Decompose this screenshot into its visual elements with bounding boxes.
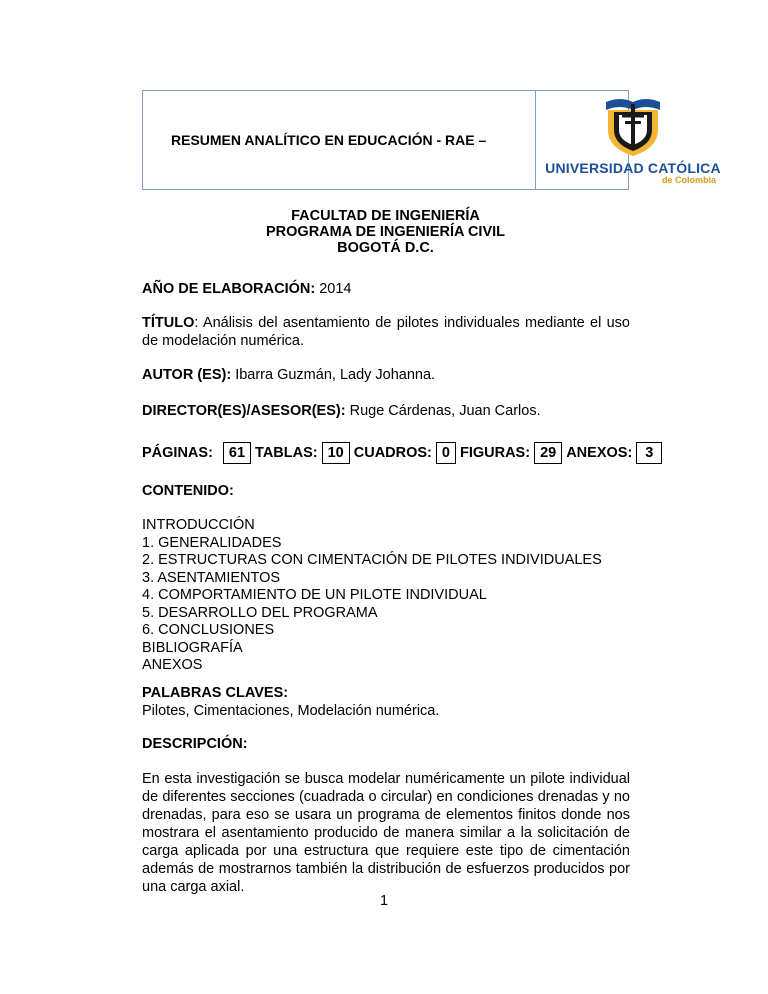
description-label: DESCRIPCIÓN: [142,736,248,752]
contents-list [142,517,602,675]
tables-count: 10 [322,442,350,464]
title-label: TÍTULO [142,315,195,331]
university-logo [540,92,726,188]
shield-cross-icon [602,94,664,158]
charts-label: CUADROS: [353,445,432,461]
keywords-value: Pilotes, Cimentaciones, Modelación numérica. [142,703,440,719]
title-row [142,314,630,350]
list-item: 2. ESTRUCTURAS CON CIMENTACIÓN DE PILOTES INDIVIDUALES [142,552,602,568]
charts-count: 0 [436,442,456,464]
list-item: ANEXOS [142,657,203,673]
annexes-count: 3 [636,442,662,464]
logo-subtitle: de Colombia [661,175,716,185]
title-value: : Análisis del asentamiento de pilotes individuales mediante el uso de modelación numérica. [142,315,630,349]
director-label: DIRECTOR(ES)/ASESOR(ES): [142,403,346,419]
list-item: 5. DESARROLLO DEL PROGRAMA [142,604,378,621]
keywords-label: PALABRAS CLAVES: [142,685,289,701]
year-row [142,280,352,298]
year-label: AÑO DE ELABORACIÓN: [142,281,316,297]
pages-label: PÁGINAS: [142,445,213,461]
city-name: BOGOTÁ D.C. [337,240,434,256]
pages-count: 61 [223,442,251,464]
document-title: RESUMEN ANALÍTICO EN EDUCACIÓN - RAE – [143,91,536,189]
faculty-block [142,208,629,256]
counts-row [142,442,666,464]
tables-label: TABLAS: [255,445,318,461]
list-item: 3. ASENTAMIENTOS [142,569,281,586]
author-row [142,366,435,384]
list-item: 4. COMPORTAMIENTO DE UN PILOTE INDIVIDUAL [142,587,487,603]
description-text: En esta investigación se busca modelar numéricamente un pilote individual de diferentes secciones (cuadrada o circular) en condiciones drenadas y no drenadas, para eso se usara un programa de elementos finitos donde nos mostrara el asentamiento producido de manera similar a la solicitación de carga aplicada por una estructura que requiere este tipo de cimentación además de mostrarnos también la distribución de esfuerzos producidos por una carga axial. [142,771,630,895]
list-item: INTRODUCCIÓN [142,517,255,533]
faculty-name: FACULTAD DE INGENIERÍA [291,208,480,224]
list-item: BIBLIOGRAFÍA [142,639,243,656]
contents-label: CONTENIDO: [142,483,234,499]
figures-count: 29 [534,442,562,464]
year-value: 2014 [319,281,352,297]
program-name: PROGRAMA DE INGENIERÍA CIVIL [266,224,505,240]
list-item: 6. CONCLUSIONES [142,622,275,638]
annexes-label: ANEXOS: [566,445,633,461]
logo-wordmark: UNIVERSIDAD CATÓLICA [545,160,721,176]
figures-label: FIGURAS: [459,445,531,461]
author-value: Ibarra Guzmán, Lady Johanna. [235,367,436,383]
author-label: AUTOR (ES): [142,367,232,383]
list-item: 1. GENERALIDADES [142,534,282,551]
page-number: 1 [379,893,389,909]
director-value: Ruge Cárdenas, Juan Carlos. [349,403,541,419]
director-row [142,402,541,420]
